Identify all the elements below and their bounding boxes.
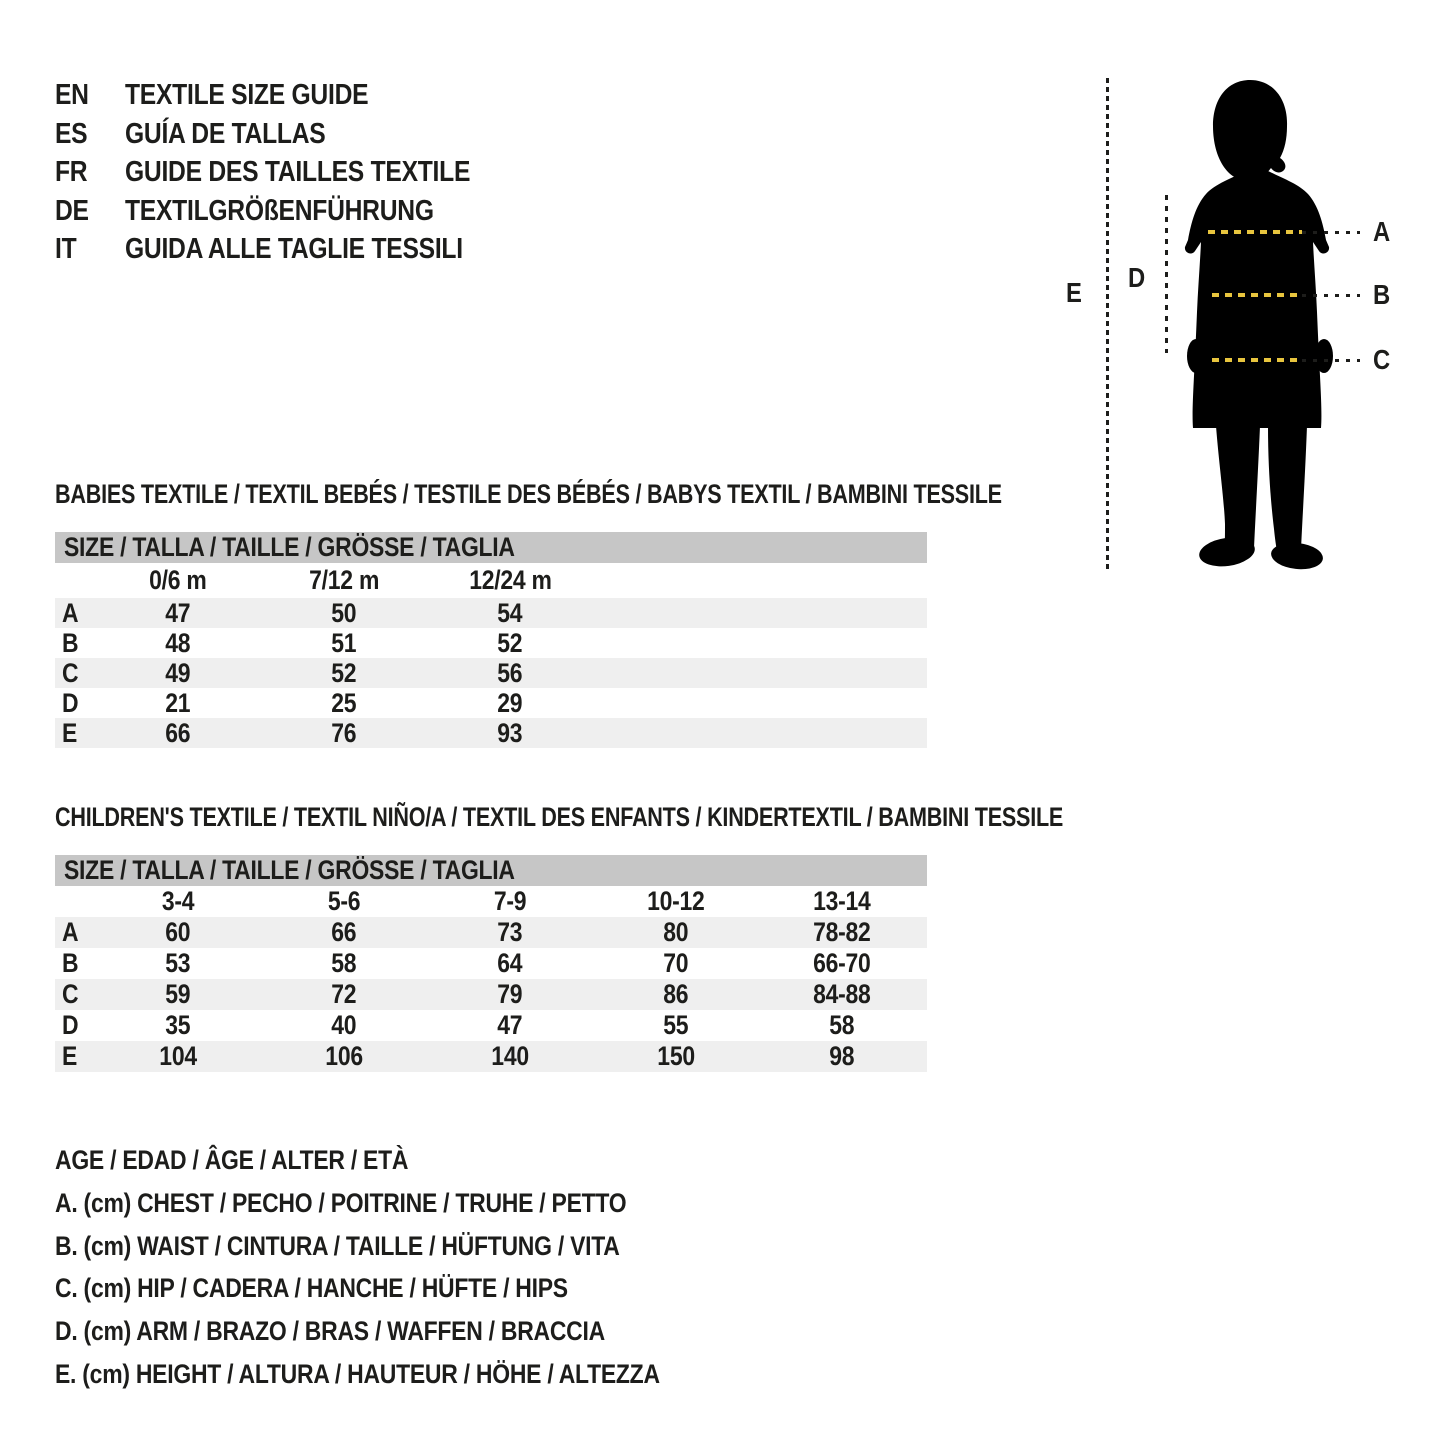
cell-value: 84-88 [813, 979, 871, 1009]
table-row [55, 1041, 927, 1072]
column-header: 7/12 m [309, 565, 379, 595]
cell-value: 52 [497, 627, 523, 658]
language-title: GUIDA ALLE TAGLIE TESSILI [125, 233, 463, 265]
chest-measure-dots-a [1302, 231, 1360, 234]
figure-label-d: D [1128, 262, 1145, 293]
table-row [55, 628, 927, 658]
cell-value: 25 [331, 687, 357, 718]
children-section-heading: CHILDREN'S TEXTILE / TEXTIL NIÑO/A / TEXTIL DES ENFANTS / KINDERTEXTIL / BAMBINI TESSILE [55, 802, 1064, 832]
table-row [55, 979, 927, 1010]
language-row [55, 115, 531, 154]
cell-value: 47 [497, 1010, 523, 1040]
figure-label-e: E [1066, 277, 1082, 308]
cell-value: 29 [497, 687, 523, 718]
cell-value: 66 [331, 917, 357, 947]
cell-value: 52 [331, 657, 357, 688]
cell-value: 76 [331, 717, 357, 748]
figure-label-c: C [1373, 344, 1390, 375]
babies-section-heading: BABIES TEXTILE / TEXTIL BEBÉS / TESTILE DES BÉBÉS / BABYS TEXTIL / BAMBINI TESSILE [55, 479, 1002, 509]
language-row [55, 192, 531, 231]
column-header: 5-6 [327, 886, 361, 916]
babies-size-table [55, 532, 927, 748]
table-row [55, 948, 927, 979]
row-label: A [62, 597, 79, 628]
table-row [55, 688, 927, 718]
cell-value: 106 [325, 1041, 363, 1071]
measurement-figure [1040, 60, 1445, 590]
cell-value: 79 [497, 979, 523, 1009]
legend-line-hip: C. (cm) HIP / CADERA / HANCHE / HÜFTE / HIPS [55, 1273, 568, 1304]
hip-measure-dots-c [1302, 359, 1360, 362]
cell-value: 58 [829, 1010, 855, 1040]
babies-column-header-row [55, 563, 927, 598]
table-row [55, 718, 927, 748]
legend-line-height: E. (cm) HEIGHT / ALTURA / HAUTEUR / HÖHE / ALTEZZA [55, 1358, 660, 1389]
cell-value: 70 [663, 948, 689, 978]
row-label: B [62, 948, 79, 978]
cell-value: 60 [165, 917, 191, 947]
cell-value: 51 [331, 627, 357, 658]
cell-value: 35 [165, 1010, 191, 1040]
table-row [55, 1010, 927, 1041]
cell-value: 50 [331, 597, 357, 628]
cell-value: 58 [331, 948, 357, 978]
row-label: C [62, 657, 79, 688]
language-code: ES [55, 117, 88, 150]
chest-measure-line-a [1208, 230, 1302, 234]
cell-value: 59 [165, 979, 191, 1009]
row-label: D [62, 1010, 79, 1040]
cell-value: 54 [497, 597, 523, 628]
row-label: E [62, 717, 78, 748]
row-label: D [62, 687, 79, 718]
table-row [55, 598, 927, 628]
cell-value: 56 [497, 657, 523, 688]
language-code: EN [55, 79, 89, 111]
legend-line-chest: A. (cm) CHEST / PECHO / POITRINE / TRUHE / PETTO [55, 1187, 627, 1218]
table-row [55, 917, 927, 948]
cell-value: 78-82 [813, 917, 871, 947]
language-code: FR [55, 156, 88, 188]
cell-value: 150 [657, 1041, 695, 1071]
waist-measure-line-b [1212, 293, 1300, 297]
cell-value: 64 [497, 948, 523, 978]
language-title: TEXTILGRÖßENFÜHRUNG [125, 194, 434, 227]
column-header: 3-4 [161, 886, 195, 916]
figure-label-a: A [1373, 216, 1390, 247]
language-title: GUÍA DE TALLAS [125, 117, 326, 150]
language-row [55, 76, 531, 115]
cell-value: 55 [663, 1010, 689, 1040]
table-row [55, 658, 927, 688]
children-column-header-row [55, 886, 927, 917]
cell-value: 53 [165, 948, 191, 978]
row-label: E [62, 1041, 78, 1071]
cell-value: 98 [829, 1041, 855, 1071]
column-header: 7-9 [493, 886, 527, 916]
cell-value: 73 [497, 917, 523, 947]
cell-value: 80 [663, 917, 689, 947]
size-header-label: SIZE / TALLA / TAILLE / GRÖSSE / TAGLIA [64, 855, 515, 885]
cell-value: 49 [165, 657, 191, 688]
legend-line-arm: D. (cm) ARM / BRAZO / BRAS / WAFFEN / BRACCIA [55, 1316, 605, 1347]
row-label: A [62, 917, 79, 947]
column-header: 12/24 m [468, 565, 552, 595]
cell-value: 66 [165, 717, 191, 748]
cell-value: 21 [165, 687, 191, 718]
language-title-list [55, 76, 531, 269]
children-size-header-bar [55, 855, 927, 886]
column-header: 10-12 [647, 886, 705, 916]
arm-measure-line-d [1165, 195, 1168, 353]
cell-value: 104 [159, 1041, 197, 1071]
language-row [55, 153, 531, 192]
cell-value: 72 [331, 979, 357, 1009]
measurement-legend [55, 1139, 766, 1396]
row-label: C [62, 979, 79, 1009]
cell-value: 140 [491, 1041, 529, 1071]
language-title: TEXTILE SIZE GUIDE [125, 79, 369, 111]
babies-size-header-bar [55, 532, 927, 563]
language-row [55, 230, 531, 269]
cell-value: 86 [663, 979, 689, 1009]
figure-label-b: B [1373, 279, 1390, 310]
cell-value: 66-70 [813, 948, 871, 978]
cell-value: 93 [497, 717, 523, 748]
language-code: IT [55, 233, 77, 265]
language-title: GUIDE DES TAILLES TEXTILE [125, 156, 471, 188]
cell-value: 48 [165, 627, 191, 658]
language-code: DE [55, 194, 89, 227]
waist-measure-dots-b [1302, 294, 1360, 297]
children-size-table [55, 855, 927, 1072]
column-header: 0/6 m [149, 565, 207, 595]
legend-line-waist: B. (cm) WAIST / CINTURA / TAILLE / HÜFTUNG / VITA [55, 1230, 620, 1261]
size-header-label: SIZE / TALLA / TAILLE / GRÖSSE / TAGLIA [64, 532, 515, 562]
legend-line-age: AGE / EDAD / ÂGE / ALTER / ETÀ [55, 1145, 409, 1175]
row-label: B [62, 627, 79, 658]
hip-measure-line-c [1212, 358, 1302, 362]
cell-value: 47 [165, 597, 191, 628]
column-header: 13-14 [813, 886, 871, 916]
cell-value: 40 [331, 1010, 357, 1040]
